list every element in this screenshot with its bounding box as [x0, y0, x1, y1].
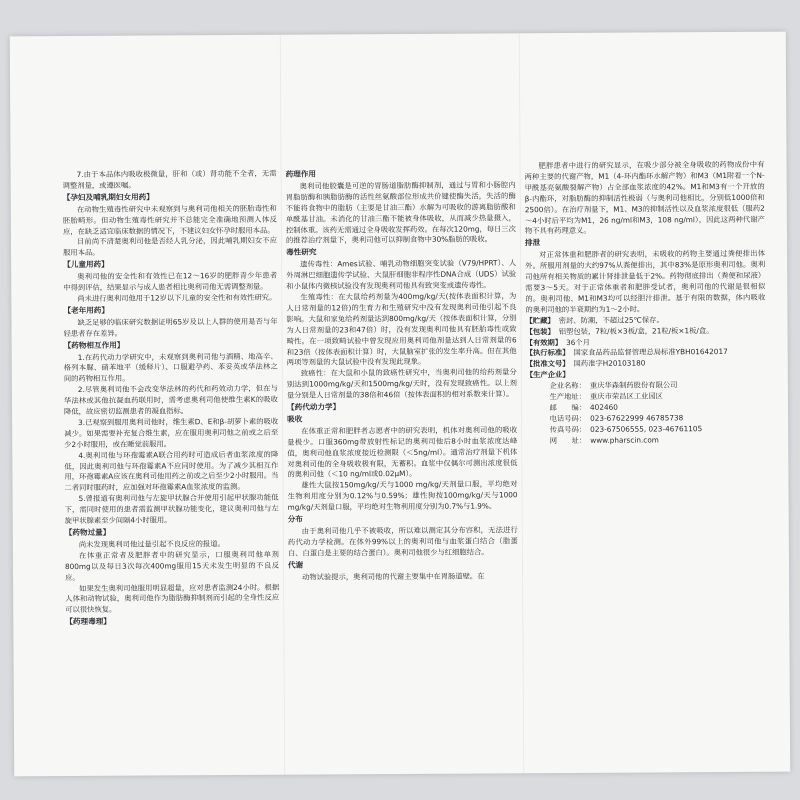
column-fold-line	[519, 33, 525, 773]
section-heading-toxicology: 【 药理毒理 】	[65, 616, 279, 628]
paragraph: 生殖毒性：在大鼠给药剂量为400mg/kg/天(按体表面积计算，为人日常剂量的12倍)的生育力和生殖研究中没有发现奥利司他引起不良影响。大鼠和家兔给药剂量达到800mg/kg/天（按体表面积计算，分别为人日常剂量的23和47倍）时，没有发现奥利司他具有胚胎毒性或致畸性。在一项致畸试验中曾发现应用奥利司他剂量达到人日常剂量的6和23倍（按体表面积计算）时，大鼠脑室扩张的发生率升高。但在其他两项等剂量的大鼠试验中没有发现此现象。	[286, 291, 517, 368]
paragraph: 在体重正常和肥胖者志愿者中的研究表明，机体对奥利司他的吸收量极少。口服360mg带放射性标记的奥利司他后8小时血浆浓度达峰值，奥利司他血浆浓度接近检测限（＜5ng/ml）。通常治疗剂量下机体对奥利司他的全身吸收极有限，无蓄积。血浆中仅偶尔可测出浓度很低的奥利司他（＜10 ng/ml或0.02μM）。	[287, 425, 518, 480]
paragraph: 雄性大鼠按150mg/kg/天与1000 mg/kg/天剂量口服，平均绝对生物利用度分别为0.12%与0.59%；雄性狗按100mg/kg/天与1000 mg/kg/天剂量口服，平均绝对生物利用度分别为0.7%与1.9%。	[287, 479, 518, 512]
paragraph: 在动物生殖毒性研究中未观察到与奥利司他相关的胚胎毒性和胚胎畸形。但动物生殖毒性研究并不总能完全准确地预测人体反应，在缺乏适宜临床数据的情况下，不建议妇女怀孕时服用本品。	[62, 203, 277, 236]
paragraph: 尚未发现奥利司他过量引起不良反应的报道。	[78, 538, 225, 549]
column-fold-line	[280, 35, 286, 775]
subheading-pharmacology: 药理作用	[285, 169, 316, 179]
paragraph: 如果发生奥利司他服用明显超量，应对患者监测24小时。根据人体和动物试验，奥利司他作为脂肪酶抑制剂而引起的全身性反应可以很快恢复。	[65, 582, 280, 615]
paragraph: 遗传毒性：Ames试验、哺乳动物细胞突变试验（V79/HPRT）、人外周淋巴细胞遗传学试验、大鼠肝细胞非程序性DNA合成（UDS）试验和小鼠体内微核试验没有发现奥利司他具有致突变或遗传毒性。	[286, 258, 517, 291]
section-heading-interaction: 【 药物相互作用 】	[64, 339, 278, 351]
subheading-toxicity: 毒性研究	[286, 247, 317, 258]
company-info-key: 企业名称：	[549, 380, 586, 391]
company-info-value: 重庆华森制药股份有限公司	[589, 380, 678, 390]
paragraph: 缺乏足够的临床研究数据证明65岁及以上人群的使用是否与年轻患者存在差异。	[63, 316, 278, 338]
company-info-value: 402460	[589, 402, 618, 412]
section-heading-elderly: 【 老年用药 】	[63, 305, 277, 317]
company-info-key: 网 址：	[549, 435, 587, 445]
paragraph: 1.在药代动力学研究中，未观察到奥利司他与酒精、地高辛、格列本脲、硝苯地平（缓释片）、口服避孕药、苯妥英或华法林之间的药物相互作用。	[63, 351, 278, 384]
package-value: 铝塑包装，7粒/板×3板/盒，21粒/板×1板/盒。	[558, 325, 714, 336]
subheading-absorption: 吸收	[287, 414, 303, 424]
paragraph: 在体重正常者及肥胖者中的研究显示，口服奥利司他单剂800mg以及每日3次每次400mg服用15天未发生明显的不良反应。	[64, 549, 280, 582]
approval-label: 【 批准文号 】	[526, 359, 570, 370]
paragraph: 奥利司他的安全性和有效性已在12～16岁的肥胖青少年患者中得到评估，结果显示与成人患者相比奥利司他无需调整剂量。	[63, 270, 278, 293]
paragraph: 肥胖患者中进行的研究显示，在吸少部分被全身吸收的药物成份中有两种主要的代谢产物，M1（4-环内酯环水解产物）和M3（M1附着一个N-甲酰基亮氨酸裂解产物）占全部血浆浓度的42%。M1和M3有一个开放的β-内酯环，对脂肪酶的抑制活性极弱（与奥利司他相比，分别低1000倍和2500倍）。在治疗剂量下，M1、M3的抑制活性以及血浆浓度很低（服药2～4小时后平均为M1，26 ng/ml和M3，108 ng/ml），因此这两种代谢产物不具有药理意义。	[524, 159, 765, 236]
section-heading-pharmacokinetics: 【 药代动力学 】	[287, 401, 517, 413]
standard-label: 【 执行标准 】	[526, 348, 570, 359]
company-info-value: 023-67622999 46785738	[590, 413, 684, 423]
section-heading-pregnancy: 【 孕妇及哺乳期妇女用药 】	[63, 192, 277, 204]
validity-value: 36个月	[566, 337, 591, 347]
storage-value: 密封、防潮，不超过25℃保存。	[558, 315, 664, 325]
company-info-value: 023-67506555, 023-46761105	[590, 423, 703, 434]
subheading-metabolism: 代谢	[287, 560, 304, 570]
paragraph: 2.尽管奥利司他不会改变华法林的药代和药效动力学，但在与华法林或其他抗凝血药联用时，需考虑奥利司他使维生素K的吸收降低，故应密切监测患者的凝血指标。	[63, 383, 278, 417]
company-info-value: www.pharscin.com	[590, 435, 659, 445]
paragraph: 对正常体重和肥胖者的研究表明，未吸收的药物主要通过粪便排出体外。所服用剂量的大约97%从粪便排出，其中83%是原形奥利司他。奥利司他所有相关物质的累计肾排泄量低于2%。药物彻底排出（粪便和尿液）需要3～5天。对于正常体重者和肥胖受试者，奥利司他的代谢是很相似的。奥利司他、M1和M3均可以经胆汁排泄。基于有限的数据，体内吸收的奥利司他的半衰期约为1～2小时。	[525, 249, 766, 315]
paragraph: 致癌性：在大鼠和小鼠的致癌性研究中，当奥利司他的给药剂量分别达到1000mg/kg/天和1500mg/kg/天时，没有发现致癌性。以上剂量分别是人日常剂量的38倍和46倍（按体表面积的相对系数来计算）。	[286, 367, 517, 400]
company-info-row	[526, 434, 766, 446]
paragraph: 尚未进行奥利司他用于12岁以下儿童的安全性和有效性研究。	[77, 292, 277, 303]
approval-value: 国药准字H20103180	[573, 358, 646, 369]
paragraph: 5.曾报道有奥利司他与左旋甲状腺合并使用引起甲状腺功能低下，需同时使用的患者需监测甲状腺功能变化，建议奥利司他与左旋甲状腺素至少间隔4小时服用。	[64, 493, 279, 526]
company-info-key: 邮 编：	[549, 402, 587, 413]
paragraph: 由于奥利司他几乎不被吸收，所以难以测定其分布容积，无法进行药代动力学检测。在体外99%以上的奥利司他与血浆蛋白结合（脂蛋白、白蛋白是主要的结合蛋白）。奥利司他很少与红细胞结合。	[287, 525, 518, 558]
paragraph: 7.由于本品体内吸收极微量，肝和（或）肾功能不全者，无需调整剂量，或遵医嘱。	[62, 168, 277, 190]
company-info-value: 重庆市荣昌区工业园区	[589, 391, 663, 401]
paragraph: 目前尚不清楚奥利司他是否经人乳分泌，因此哺乳期妇女不应服用本品。	[63, 236, 278, 258]
package-insert-sheet	[10, 32, 791, 777]
paragraph: 3.已观察到服用奥利司他时，维生素D、E和β-胡萝卜素的吸收减少。如果需要补充复合维生素，应在服用奥利司他之前或之后至少2小时服用，或在睡觉前服用。	[64, 416, 279, 449]
middle-column	[286, 167, 520, 754]
validity-label: 【 有效期 】	[526, 338, 563, 349]
section-heading-children: 【 儿童用药 】	[63, 259, 277, 271]
manufacturer-label: 【 生产企业 】	[526, 370, 570, 381]
left-column	[63, 169, 281, 756]
paragraph: 4.奥利司他与环孢霉素A联合用药时可造成后者血浆浓度的降低，因此奥利司他与环孢霉素A不应同时使用。为了减少其相互作用，环孢霉素A应该在奥利司他用药之前或之后至少2小时服用。当二者同时服药时，应加强对环孢霉素A血浆浓度的监测。	[64, 449, 279, 493]
paragraph: 奥利司他胶囊是可逆的胃肠道脂肪酶抑制剂，通过与胃和小肠腔内胃脂肪酶和胰脂肪酶的活性丝氨酸部位形成共价键使酶失活，失活的酶不能将食物中的脂肪（主要是甘油三酯）水解为可吸收的游离脂肪酸和单酰基甘油。未消化的甘油三酯不能被身体吸收，从而减少热量摄入，控制体重。该药无需通过全身吸收发挥药效。在每次120mg，每日三次的推荐治疗剂量下，奥利司他可以抑制食物中30%脂肪的吸收。	[285, 180, 516, 246]
subheading-excretion: 排泄	[524, 238, 541, 248]
section-heading-overdose: 【 药物过量 】	[65, 527, 279, 539]
package-label: 【 包装 】	[526, 327, 555, 338]
subheading-distribution: 分布	[287, 514, 303, 524]
company-info-key: 传真号码：	[549, 424, 587, 434]
paragraph: 动物试验提示，奥利司他的代谢主要集中在胃肠道壁。在	[302, 571, 485, 582]
company-info-key: 电话号码：	[549, 413, 587, 423]
standard-value: 国家食品药品监督管理总局标准YBH01642017	[573, 347, 728, 358]
storage-label: 【 贮藏 】	[525, 316, 554, 327]
right-column	[525, 160, 769, 753]
company-info-key: 生产地址：	[549, 391, 586, 402]
